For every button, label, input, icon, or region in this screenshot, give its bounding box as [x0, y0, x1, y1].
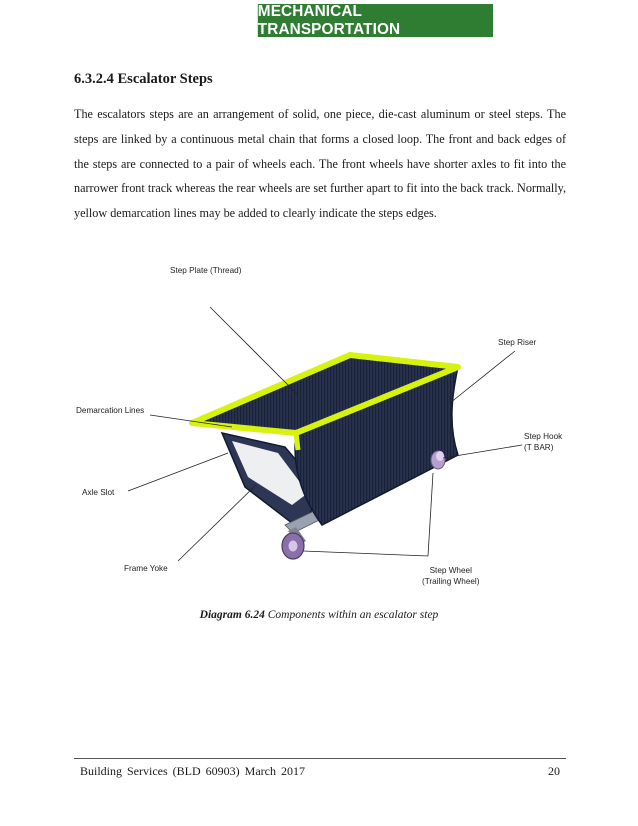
label-step-riser: Step Riser	[498, 338, 537, 347]
leader-step-riser	[450, 351, 515, 403]
section-title: 6.3.2.4 Escalator Steps	[74, 71, 213, 87]
label-frame-yoke: Frame Yoke	[124, 564, 168, 573]
section-paragraph: The escalators steps are an arrangement of solid, one piece, die-cast aluminum or steel steps. The steps are linked by a continuous metal chain that forms a closed loop. The front and back edges of the steps are connected to a pair of wheels each. The front wheels have shorter axles to fit into the narrower front track whereas the rear wheels are set further apart to fit into the back track. Normally, yellow demarcation lines may be added to clearly indicate the steps edges.	[74, 107, 566, 221]
leader-axle-slot	[128, 453, 228, 491]
leader-frame-yoke	[178, 485, 256, 561]
footer-course: Building Services (BLD 60903) March 2017	[80, 764, 305, 778]
step-wheel-text: Step Wheel	[429, 566, 472, 575]
footer-divider	[74, 758, 566, 759]
header-title: MECHANICAL TRANSPORTATION	[257, 2, 401, 38]
label-axle-slot: Axle Slot	[82, 488, 115, 497]
leader-step-wheel	[303, 551, 428, 556]
t-bar-text: (T BAR)	[524, 443, 554, 452]
label-step-plate: Step Plate (Thread)	[170, 266, 242, 275]
label-demarcation-lines: Demarcation Lines	[76, 406, 145, 415]
escalator-step-diagram	[60, 255, 580, 600]
caption-text: Components within an escalator step	[267, 609, 439, 621]
label-step-wheel	[422, 565, 479, 587]
label-step-hook	[524, 431, 562, 453]
diagram-caption	[0, 609, 638, 621]
page-header	[258, 4, 493, 37]
step-hook-text: Step Hook	[524, 432, 563, 441]
caption-label: Diagram 6.24	[199, 609, 265, 621]
page-number: 20	[548, 764, 560, 778]
escalator-step-illustration	[60, 255, 580, 600]
leader-step-plate	[210, 307, 298, 395]
trailing-wheel-text: (Trailing Wheel)	[422, 577, 480, 586]
